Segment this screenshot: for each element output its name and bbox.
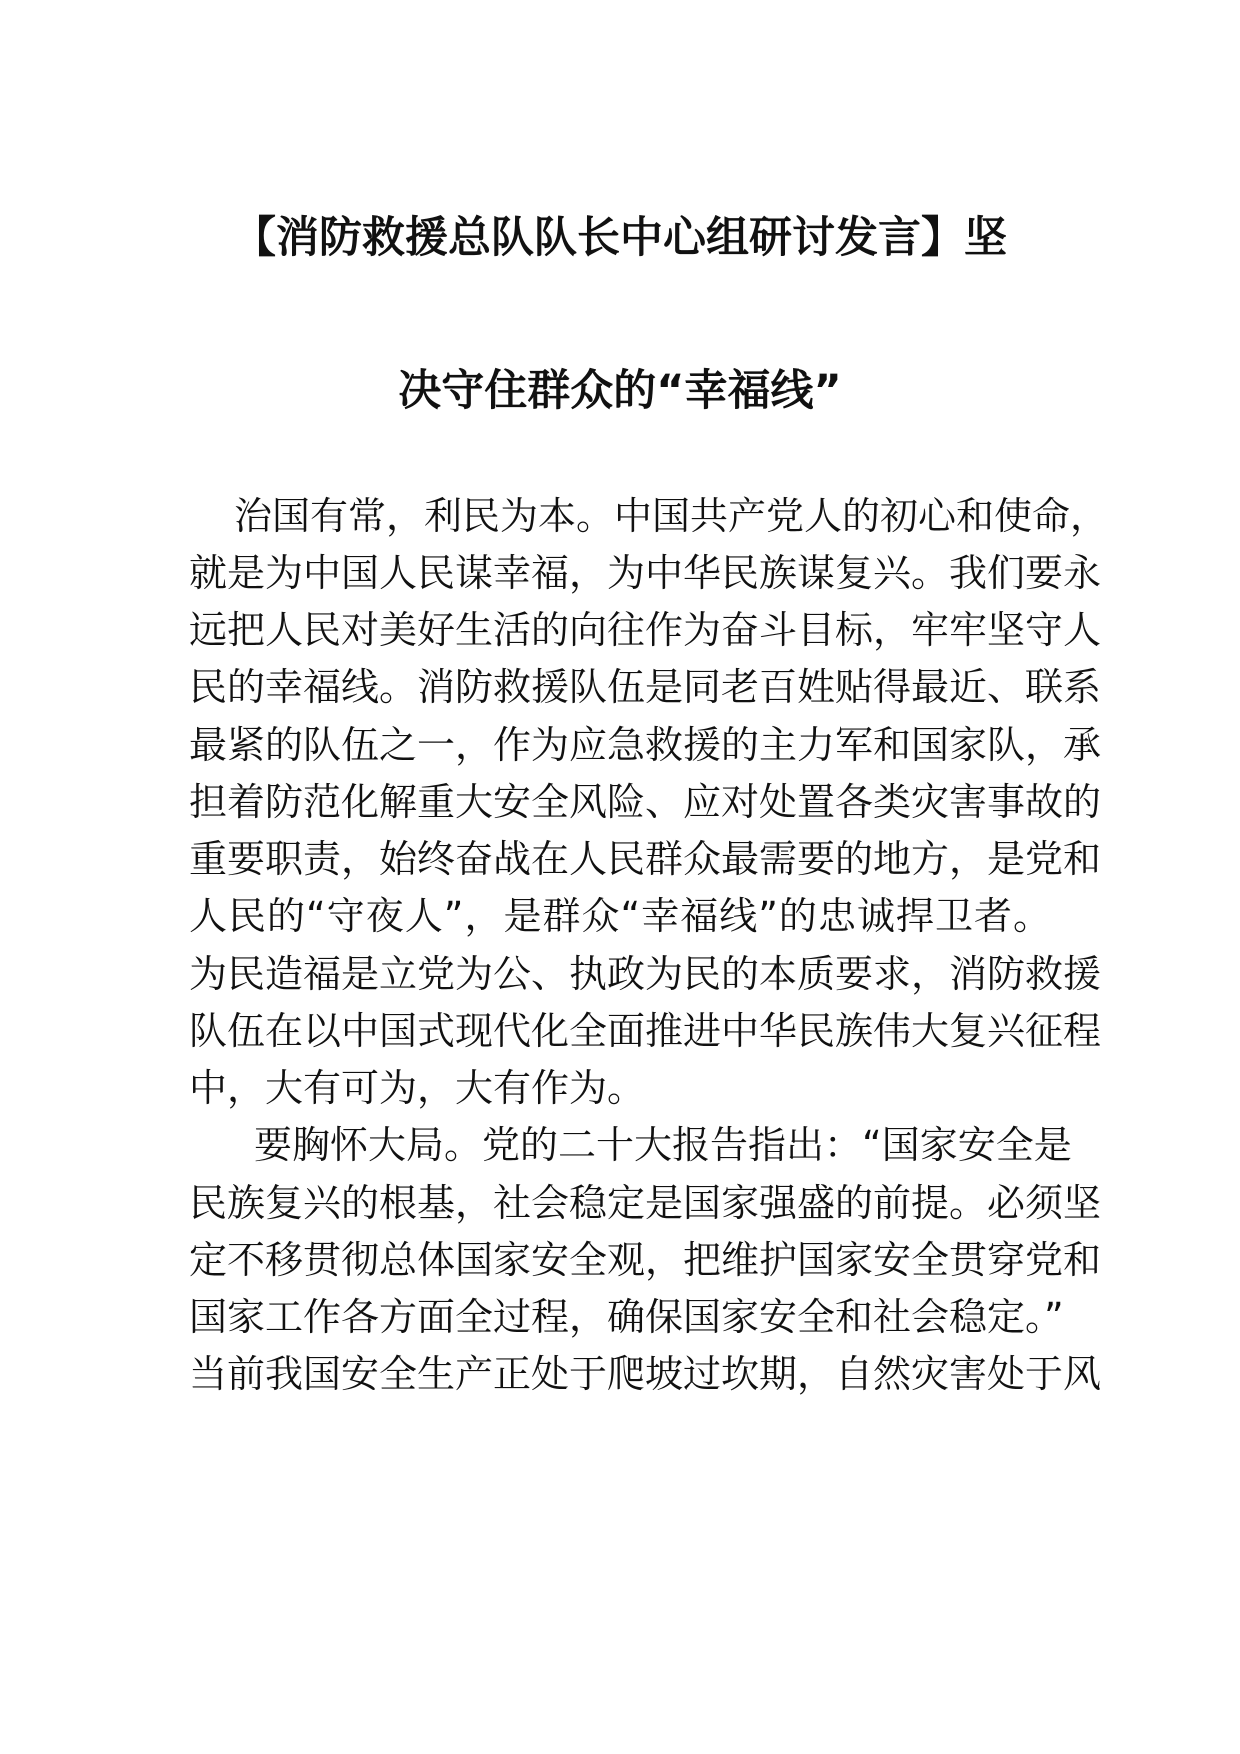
paragraph-1-line-2: 就是为中国人民谋幸福，为中华民族谋复兴。我们要永 <box>189 551 1102 595</box>
paragraph-1-line-7: 重要职责，始终奋战在人民群众最需要的地方，是党和 <box>189 837 1102 881</box>
paragraph-2-line-3: 定不移贯彻总体国家安全观，把维护国家安全贯穿党和 <box>189 1238 1102 1282</box>
paragraph-1-line-5: 最紧的队伍之一，作为应急救援的主力军和国家队，承 <box>189 723 1102 767</box>
paragraph-2-line-2: 民族复兴的根基，社会稳定是国家强盛的前提。必须坚 <box>189 1181 1102 1225</box>
paragraph-1-line-10: 队伍在以中国式现代化全面推进中华民族伟大复兴征程 <box>189 1009 1102 1053</box>
paragraph-2-line-4: 国家工作各方面全过程，确保国家安全和社会稳定。” <box>189 1295 1064 1339</box>
paragraph-1-line-8: 人民的“守夜人”，是群众“幸福线”的忠诚捍卫者。 <box>189 894 1051 938</box>
document-title-line-2: 决守住群众的“幸福线” <box>398 366 842 416</box>
paragraph-1-line-6: 担着防范化解重大安全风险、应对处置各类灾害事故的 <box>189 780 1102 824</box>
paragraph-1-line-11: 中，大有可为，大有作为。 <box>189 1066 646 1110</box>
paragraph-2-line-5: 当前我国安全生产正处于爬坡过坎期，自然灾害处于风 <box>189 1352 1102 1396</box>
paragraph-1-line-1: 治国有常，利民为本。中国共产党人的初心和使命， <box>234 494 1109 538</box>
paragraph-1-line-4: 民的幸福线。消防救援队伍是同老百姓贴得最近、联系 <box>189 665 1102 709</box>
paragraph-1-line-9: 为民造福是立党为公、执政为民的本质要求，消防救援 <box>189 952 1102 996</box>
paragraph-1-line-3: 远把人民对美好生活的向往作为奋斗目标，牢牢坚守人 <box>189 608 1102 652</box>
document-title-line-1: 【消防救援总队队长中心组研讨发言】坚 <box>233 213 1007 263</box>
paragraph-2-line-1: 要胸怀大局。党的二十大报告指出：“国家安全是 <box>254 1123 1072 1167</box>
